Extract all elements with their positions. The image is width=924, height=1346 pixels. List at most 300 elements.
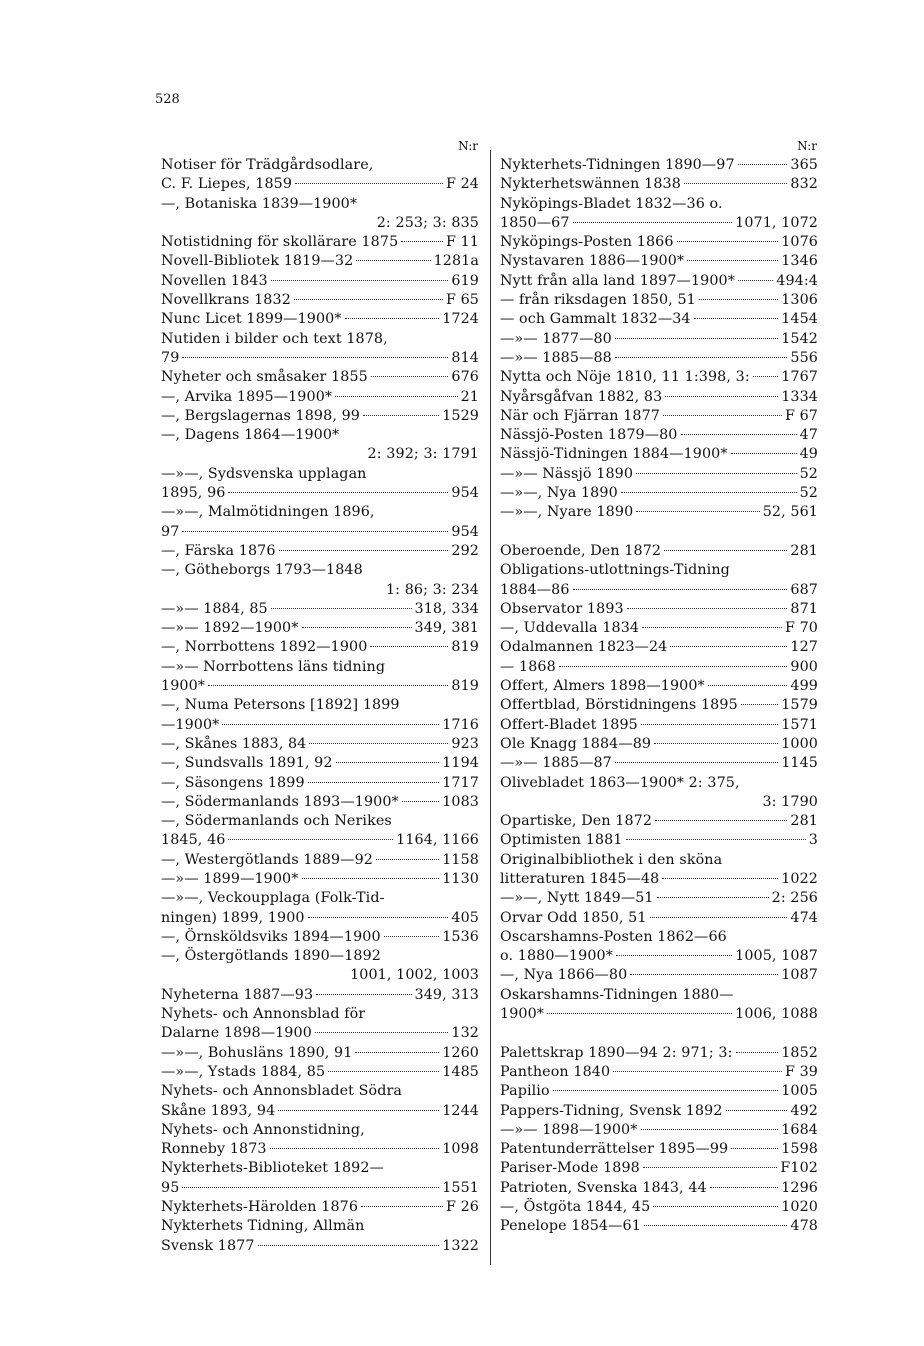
dot-leader bbox=[573, 589, 788, 590]
dot-leader bbox=[228, 492, 448, 493]
entry-title: 79 bbox=[161, 349, 180, 366]
entry-title: —»— 1892—1900* bbox=[161, 620, 299, 637]
dot-leader bbox=[657, 897, 769, 898]
entry-title: Obligations-utlottnings-Tidning bbox=[500, 562, 730, 579]
entry-title: —»— 1899—1900* bbox=[161, 870, 299, 887]
index-entry-line bbox=[161, 677, 479, 696]
dot-leader bbox=[641, 1129, 779, 1130]
entry-number: 871 bbox=[790, 600, 818, 617]
index-entry-line bbox=[161, 735, 479, 754]
entry-title: Originalbibliothek i den sköna bbox=[500, 851, 723, 868]
index-entry-line bbox=[161, 523, 479, 542]
index-entry-line bbox=[161, 561, 479, 580]
dot-leader bbox=[547, 1013, 732, 1014]
entry-title: —, Botaniska 1839—1900* bbox=[161, 195, 358, 212]
index-entry-line bbox=[161, 503, 479, 522]
entry-title: 1850—67 bbox=[500, 214, 570, 231]
entry-number: 832 bbox=[790, 176, 818, 193]
index-entry-line bbox=[500, 388, 818, 407]
index-entry-line bbox=[500, 696, 818, 715]
entry-number: 132 bbox=[451, 1025, 479, 1042]
dot-leader bbox=[670, 646, 787, 647]
dot-leader bbox=[295, 183, 443, 184]
dot-leader bbox=[615, 762, 778, 763]
entry-title: Pantheon 1840 bbox=[500, 1063, 611, 1080]
dot-leader bbox=[626, 839, 806, 840]
entry-number: 1485 bbox=[442, 1063, 479, 1080]
index-entry-line bbox=[500, 889, 818, 908]
entry-title: 97 bbox=[161, 523, 180, 540]
entry-title: —, Nya 1866—80 bbox=[500, 967, 628, 984]
dot-leader bbox=[738, 280, 773, 281]
entry-number: 49 bbox=[799, 446, 818, 463]
entry-title: —1900* bbox=[161, 716, 220, 733]
entry-number: 21 bbox=[460, 388, 479, 405]
index-entry-line bbox=[161, 1179, 479, 1198]
index-entry-line bbox=[500, 368, 818, 387]
dot-leader bbox=[294, 299, 443, 300]
entry-number: 1087 bbox=[781, 967, 818, 984]
entry-title: ningen) 1899, 1900 bbox=[161, 909, 305, 926]
index-entry-line bbox=[500, 774, 818, 793]
entry-number: 900 bbox=[790, 658, 818, 675]
entry-title: 1900* bbox=[500, 1006, 545, 1023]
entry-number: 1158 bbox=[442, 851, 479, 868]
index-entry-line bbox=[500, 1217, 818, 1236]
index-entry-line bbox=[161, 214, 479, 233]
entry-title: Ole Knagg 1884—89 bbox=[500, 735, 652, 752]
entry-title: litteraturen 1845—48 bbox=[500, 870, 660, 887]
dot-leader bbox=[655, 820, 787, 821]
entry-title: Nyårsgåfvan 1882, 83 bbox=[500, 388, 663, 405]
entry-title: Olivebladet 1863—1900* 2: 375, bbox=[500, 774, 740, 791]
index-entry-line bbox=[161, 851, 479, 870]
entry-title: —, Götheborgs 1793—1848 bbox=[161, 562, 363, 579]
dot-leader bbox=[736, 1052, 779, 1053]
index-entry-line bbox=[161, 465, 479, 484]
entry-title: Palettskrap 1890—94 2: 971; 3: bbox=[500, 1044, 733, 1061]
index-entry-line bbox=[500, 947, 818, 966]
dot-leader bbox=[355, 1052, 439, 1053]
entry-number: F 11 bbox=[445, 234, 479, 251]
entry-title: Nykterhets-Tidningen 1890—97 bbox=[500, 157, 735, 173]
entry-number: 1306 bbox=[781, 292, 818, 309]
entry-number: 2: 253; 3: 835 bbox=[376, 214, 479, 231]
index-entry-line bbox=[500, 600, 818, 619]
entry-number: 556 bbox=[790, 349, 818, 366]
entry-number: 676 bbox=[451, 369, 479, 386]
index-column-left bbox=[161, 136, 479, 1256]
entry-title: Observator 1893 bbox=[500, 600, 624, 617]
index-entry-line bbox=[161, 581, 479, 600]
entry-number: 819 bbox=[451, 678, 479, 695]
index-entry-line bbox=[161, 1159, 479, 1178]
dot-leader bbox=[653, 1206, 778, 1207]
entry-number: 1598 bbox=[781, 1141, 818, 1158]
entry-number: 318, 334 bbox=[414, 600, 479, 617]
index-entry-line bbox=[161, 349, 479, 368]
dot-leader bbox=[336, 762, 440, 763]
index-entry-line bbox=[161, 966, 479, 985]
dot-leader bbox=[376, 859, 439, 860]
dot-leader bbox=[573, 222, 733, 223]
dot-leader bbox=[309, 743, 448, 744]
index-entry-line bbox=[161, 947, 479, 966]
index-entry-line bbox=[161, 831, 479, 850]
entry-title: Novellen 1843 bbox=[161, 272, 268, 289]
entry-number: F 26 bbox=[445, 1199, 479, 1216]
index-entry-line bbox=[500, 619, 818, 638]
entry-number: 1005, 1087 bbox=[735, 948, 818, 965]
dot-leader bbox=[642, 627, 782, 628]
index-entry-line bbox=[500, 1082, 818, 1101]
index-entry-line bbox=[161, 233, 479, 252]
dot-leader bbox=[753, 376, 778, 377]
dot-leader bbox=[621, 492, 797, 493]
index-entry-line bbox=[161, 696, 479, 715]
index-entry-line bbox=[500, 581, 818, 600]
dot-leader bbox=[726, 1110, 788, 1111]
dot-leader bbox=[559, 666, 788, 667]
entry-number: 478 bbox=[790, 1218, 818, 1235]
index-entry-line bbox=[161, 1140, 479, 1159]
entry-title: Nunc Licet 1899—1900* bbox=[161, 311, 342, 328]
dot-leader bbox=[641, 724, 778, 725]
dot-leader bbox=[741, 704, 778, 705]
entry-number: 3: 1790 bbox=[762, 793, 818, 810]
dot-leader bbox=[654, 743, 778, 744]
entry-list-right bbox=[500, 156, 818, 1237]
entry-number: 127 bbox=[790, 639, 818, 656]
index-entry-line bbox=[161, 619, 479, 638]
entry-title: Nykterhets-Härolden 1876 bbox=[161, 1199, 359, 1216]
dot-leader bbox=[684, 183, 787, 184]
index-entry-line bbox=[161, 1005, 479, 1024]
index-entry-line bbox=[161, 1217, 479, 1236]
dot-leader bbox=[363, 415, 439, 416]
entry-number: 281 bbox=[790, 813, 818, 830]
entry-number: 349, 381 bbox=[414, 620, 479, 637]
dot-leader bbox=[662, 878, 778, 879]
dot-leader bbox=[182, 1187, 439, 1188]
entry-number: 1: 86; 3: 234 bbox=[385, 581, 479, 598]
dot-leader bbox=[328, 1071, 439, 1072]
dot-leader bbox=[665, 396, 778, 397]
dot-leader bbox=[308, 782, 440, 783]
entry-number: 3 bbox=[808, 832, 818, 849]
entry-number: 1020 bbox=[781, 1199, 818, 1216]
entry-number: 292 bbox=[451, 542, 479, 559]
dot-leader bbox=[663, 415, 782, 416]
index-entry-line bbox=[500, 735, 818, 754]
entry-title: Nykterhetswännen 1838 bbox=[500, 176, 681, 193]
index-entry-line bbox=[161, 870, 479, 889]
entry-title: —, Södermanlands och Nerikes bbox=[161, 813, 392, 830]
entry-title: Papilio bbox=[500, 1083, 550, 1100]
index-entry-line bbox=[500, 1102, 818, 1121]
entry-title: Nytt från alla land 1897—1900* bbox=[500, 272, 735, 289]
dot-leader bbox=[687, 260, 778, 261]
index-entry-line bbox=[161, 542, 479, 561]
index-entry-line bbox=[500, 484, 818, 503]
entry-number: 1536 bbox=[442, 928, 479, 945]
index-entry-line bbox=[161, 175, 479, 194]
index-entry-line bbox=[161, 774, 479, 793]
dot-leader bbox=[302, 878, 440, 879]
dot-leader bbox=[402, 801, 439, 802]
index-entry-line bbox=[500, 831, 818, 850]
entry-title: —, Dagens 1864—1900* bbox=[161, 427, 340, 444]
entry-title: Ronneby 1873 bbox=[161, 1141, 267, 1158]
entry-title: —, Östgöta 1844, 45 bbox=[500, 1199, 651, 1216]
entry-number: 1852 bbox=[781, 1044, 818, 1061]
index-entry-line bbox=[161, 252, 479, 271]
entry-title: Nässjö-Posten 1879—80 bbox=[500, 427, 678, 444]
entry-number: 1716 bbox=[442, 716, 479, 733]
index-entry-line bbox=[161, 426, 479, 445]
dot-leader bbox=[271, 280, 449, 281]
index-entry-line bbox=[500, 870, 818, 889]
entry-title: —»— 1885—88 bbox=[500, 349, 612, 366]
entry-number: 954 bbox=[451, 485, 479, 502]
index-entry-line bbox=[161, 291, 479, 310]
entry-number: F 24 bbox=[445, 176, 479, 193]
index-entry-line bbox=[500, 1198, 818, 1217]
index-entry-line bbox=[500, 330, 818, 349]
entry-title: Oskarshamns-Tidningen 1880— bbox=[500, 986, 734, 1003]
index-entry-line bbox=[500, 716, 818, 735]
entry-number: F 39 bbox=[784, 1063, 818, 1080]
index-entry-line bbox=[161, 638, 479, 657]
dot-leader bbox=[643, 1167, 778, 1168]
entry-number: 1130 bbox=[442, 870, 479, 887]
entry-number: 1281a bbox=[433, 253, 479, 270]
dot-leader bbox=[681, 434, 797, 435]
entry-number: 52 bbox=[799, 485, 818, 502]
column-header: N:r bbox=[458, 139, 478, 153]
entry-number: 1334 bbox=[781, 388, 818, 405]
dot-leader bbox=[182, 357, 448, 358]
entry-number: F 67 bbox=[784, 407, 818, 424]
index-entry-line bbox=[161, 889, 479, 908]
entry-title: Nyköpings-Bladet 1832—36 o. bbox=[500, 195, 723, 212]
entry-title: —»—, Veckoupplaga (Folk-Tid- bbox=[161, 890, 385, 907]
entry-title: Nyhets- och Annonsblad för bbox=[161, 1006, 366, 1023]
index-entry-line bbox=[161, 310, 479, 329]
index-entry-line bbox=[500, 426, 818, 445]
entry-title: Oberoende, Den 1872 bbox=[500, 542, 662, 559]
entry-number: 1071, 1072 bbox=[735, 214, 818, 231]
entry-title: Pariser-Mode 1898 bbox=[500, 1160, 640, 1177]
entry-title: —, Norrbottens 1892—1900 bbox=[161, 639, 368, 656]
entry-title: Notiser för Trädgårdsodlare, bbox=[161, 157, 374, 173]
entry-number: F 70 bbox=[784, 620, 818, 637]
entry-number: 619 bbox=[451, 272, 479, 289]
index-entry-line bbox=[161, 1198, 479, 1217]
entry-title: Offertblad, Börstidningens 1895 bbox=[500, 697, 738, 714]
index-entry-line bbox=[500, 677, 818, 696]
entry-number: 923 bbox=[451, 735, 479, 752]
dot-leader bbox=[278, 1110, 439, 1111]
entry-title: —, Bergslagernas 1898, 99 bbox=[161, 407, 360, 424]
entry-title: —»—, Nyare 1890 bbox=[500, 504, 634, 521]
index-entry-line bbox=[500, 966, 818, 985]
column-divider bbox=[490, 150, 491, 1265]
index-entry-line bbox=[161, 1063, 479, 1082]
dot-leader bbox=[710, 1187, 778, 1188]
entry-list-left bbox=[161, 156, 479, 1256]
index-entry-line bbox=[500, 909, 818, 928]
entry-number: 1005 bbox=[781, 1083, 818, 1100]
column-header: N:r bbox=[797, 139, 817, 153]
entry-title: Nystavaren 1886—1900* bbox=[500, 253, 685, 270]
entry-title: —»— 1898—1900* bbox=[500, 1121, 638, 1138]
dot-leader bbox=[279, 550, 449, 551]
entry-title: Nytta och Nöje 1810, 11 1:398, 3: bbox=[500, 369, 750, 386]
entry-number: 499 bbox=[790, 678, 818, 695]
entry-title: Odalmannen 1823—24 bbox=[500, 639, 668, 656]
entry-number: 474 bbox=[790, 909, 818, 926]
entry-number: 1717 bbox=[442, 774, 479, 791]
entry-number: 814 bbox=[451, 349, 479, 366]
entry-number: 405 bbox=[451, 909, 479, 926]
index-entry-line bbox=[161, 368, 479, 387]
index-entry-line bbox=[500, 1063, 818, 1082]
index-entry-line bbox=[161, 1082, 479, 1101]
entry-number: 1529 bbox=[442, 407, 479, 424]
entry-number: 1022 bbox=[781, 870, 818, 887]
entry-number: 954 bbox=[451, 523, 479, 540]
entry-title: Nutiden i bilder och text 1878, bbox=[161, 330, 388, 347]
index-entry-line bbox=[500, 233, 818, 252]
entry-number: 1000 bbox=[781, 735, 818, 752]
index-entry-line bbox=[161, 928, 479, 947]
entry-title: — från riksdagen 1850, 51 bbox=[500, 292, 696, 309]
index-entry-line bbox=[161, 600, 479, 619]
entry-number: 1571 bbox=[781, 716, 818, 733]
entry-title: —»—, Nya 1890 bbox=[500, 485, 618, 502]
index-entry-line bbox=[161, 1121, 479, 1140]
index-entry-line bbox=[161, 272, 479, 291]
dot-leader bbox=[664, 550, 787, 551]
entry-title: —, Uddevalla 1834 bbox=[500, 620, 640, 637]
dot-leader bbox=[371, 376, 449, 377]
index-entry-line bbox=[161, 484, 479, 503]
entry-title: 1845, 46 bbox=[161, 832, 226, 849]
index-entry-line bbox=[500, 754, 818, 773]
entry-number: 1076 bbox=[781, 234, 818, 251]
entry-title: När och Fjärran 1877 bbox=[500, 407, 660, 424]
entry-number: 1001, 1002, 1003 bbox=[350, 967, 479, 984]
entry-title: —, Westergötlands 1889—92 bbox=[161, 851, 373, 868]
entry-title: C. F. Liepes, 1859 bbox=[161, 176, 293, 193]
index-entry-line bbox=[500, 986, 818, 1005]
entry-title: Nässjö-Tidningen 1884—1900* bbox=[500, 446, 728, 463]
entry-number: 492 bbox=[790, 1102, 818, 1119]
index-entry-line bbox=[161, 445, 479, 464]
dot-leader bbox=[615, 357, 788, 358]
dot-leader bbox=[708, 685, 788, 686]
entry-number: 1244 bbox=[442, 1102, 479, 1119]
index-entry-line bbox=[500, 812, 818, 831]
entry-title: Dalarne 1898—1900 bbox=[161, 1025, 312, 1042]
entry-title: —, Numa Petersons [1892] 1899 bbox=[161, 697, 400, 714]
entry-title: —, Örnsköldsviks 1894—1900 bbox=[161, 928, 381, 945]
dot-leader bbox=[361, 1206, 443, 1207]
index-entry-line bbox=[500, 195, 818, 214]
entry-title: Novellkrans 1832 bbox=[161, 292, 291, 309]
entry-title: —»— 1877—80 bbox=[500, 330, 612, 347]
entry-title: Nyköpings-Posten 1866 bbox=[500, 234, 674, 251]
index-entry-line bbox=[161, 986, 479, 1005]
dot-leader bbox=[616, 955, 732, 956]
entry-number: 2: 392; 3: 1791 bbox=[367, 446, 479, 463]
index-entry-line bbox=[161, 156, 479, 175]
entry-number: 1260 bbox=[442, 1044, 479, 1061]
index-entry-line bbox=[161, 330, 479, 349]
index-entry-line bbox=[500, 445, 818, 464]
dot-leader bbox=[270, 1148, 440, 1149]
entry-number: 349, 313 bbox=[414, 986, 479, 1003]
entry-number: 1684 bbox=[781, 1121, 818, 1138]
entry-title: Svensk 1877 bbox=[161, 1237, 255, 1254]
dot-leader bbox=[636, 511, 759, 512]
index-entry-line bbox=[500, 252, 818, 271]
entry-title: Nyhets- och Annonstidning, bbox=[161, 1121, 365, 1138]
entry-number: 1551 bbox=[442, 1179, 479, 1196]
index-column-right bbox=[500, 136, 818, 1237]
entry-number: 1098 bbox=[442, 1141, 479, 1158]
entry-title: Skåne 1893, 94 bbox=[161, 1102, 276, 1119]
index-entry-line bbox=[500, 310, 818, 329]
dot-leader bbox=[271, 608, 412, 609]
dot-leader bbox=[731, 1148, 778, 1149]
entry-number: 2: 256 bbox=[771, 890, 818, 907]
entry-number: 281 bbox=[790, 542, 818, 559]
entry-number: 47 bbox=[799, 427, 818, 444]
index-entry-line bbox=[500, 349, 818, 368]
page-number: 528 bbox=[155, 92, 180, 107]
entry-title: Notistidning för skollärare 1875 bbox=[161, 234, 399, 251]
entry-title: Nykterhets Tidning, Allmän bbox=[161, 1218, 365, 1235]
entry-number: 819 bbox=[451, 639, 479, 656]
entry-title: —»— 1884, 85 bbox=[161, 600, 268, 617]
entry-number: 1194 bbox=[442, 755, 479, 772]
dot-leader bbox=[208, 685, 448, 686]
entry-title: Pappers-Tidning, Svensk 1892 bbox=[500, 1102, 723, 1119]
index-entry-line bbox=[500, 175, 818, 194]
dot-leader bbox=[677, 241, 779, 242]
index-entry-line bbox=[161, 658, 479, 677]
entry-title: Novell-Bibliotek 1819—32 bbox=[161, 253, 354, 270]
entry-title: Opartiske, Den 1872 bbox=[500, 813, 653, 830]
index-entry-line bbox=[500, 542, 818, 561]
index-entry-line bbox=[500, 1024, 818, 1043]
entry-title: Optimisten 1881 bbox=[500, 832, 623, 849]
index-entry-line bbox=[500, 1179, 818, 1198]
entry-title: Patrioten, Svenska 1843, 44 bbox=[500, 1179, 707, 1196]
entry-number: 52, 561 bbox=[762, 504, 818, 521]
entry-title: Penelope 1854—61 bbox=[500, 1218, 641, 1235]
entry-number: 1322 bbox=[442, 1237, 479, 1254]
index-entry-line bbox=[500, 1005, 818, 1024]
entry-title: —»— 1885—87 bbox=[500, 755, 612, 772]
dot-leader bbox=[731, 453, 797, 454]
index-entry-line bbox=[161, 716, 479, 735]
entry-title: —, Arvika 1895—1900* bbox=[161, 388, 333, 405]
entry-number: 52 bbox=[799, 465, 818, 482]
entry-title: —, Skånes 1883, 84 bbox=[161, 735, 307, 752]
